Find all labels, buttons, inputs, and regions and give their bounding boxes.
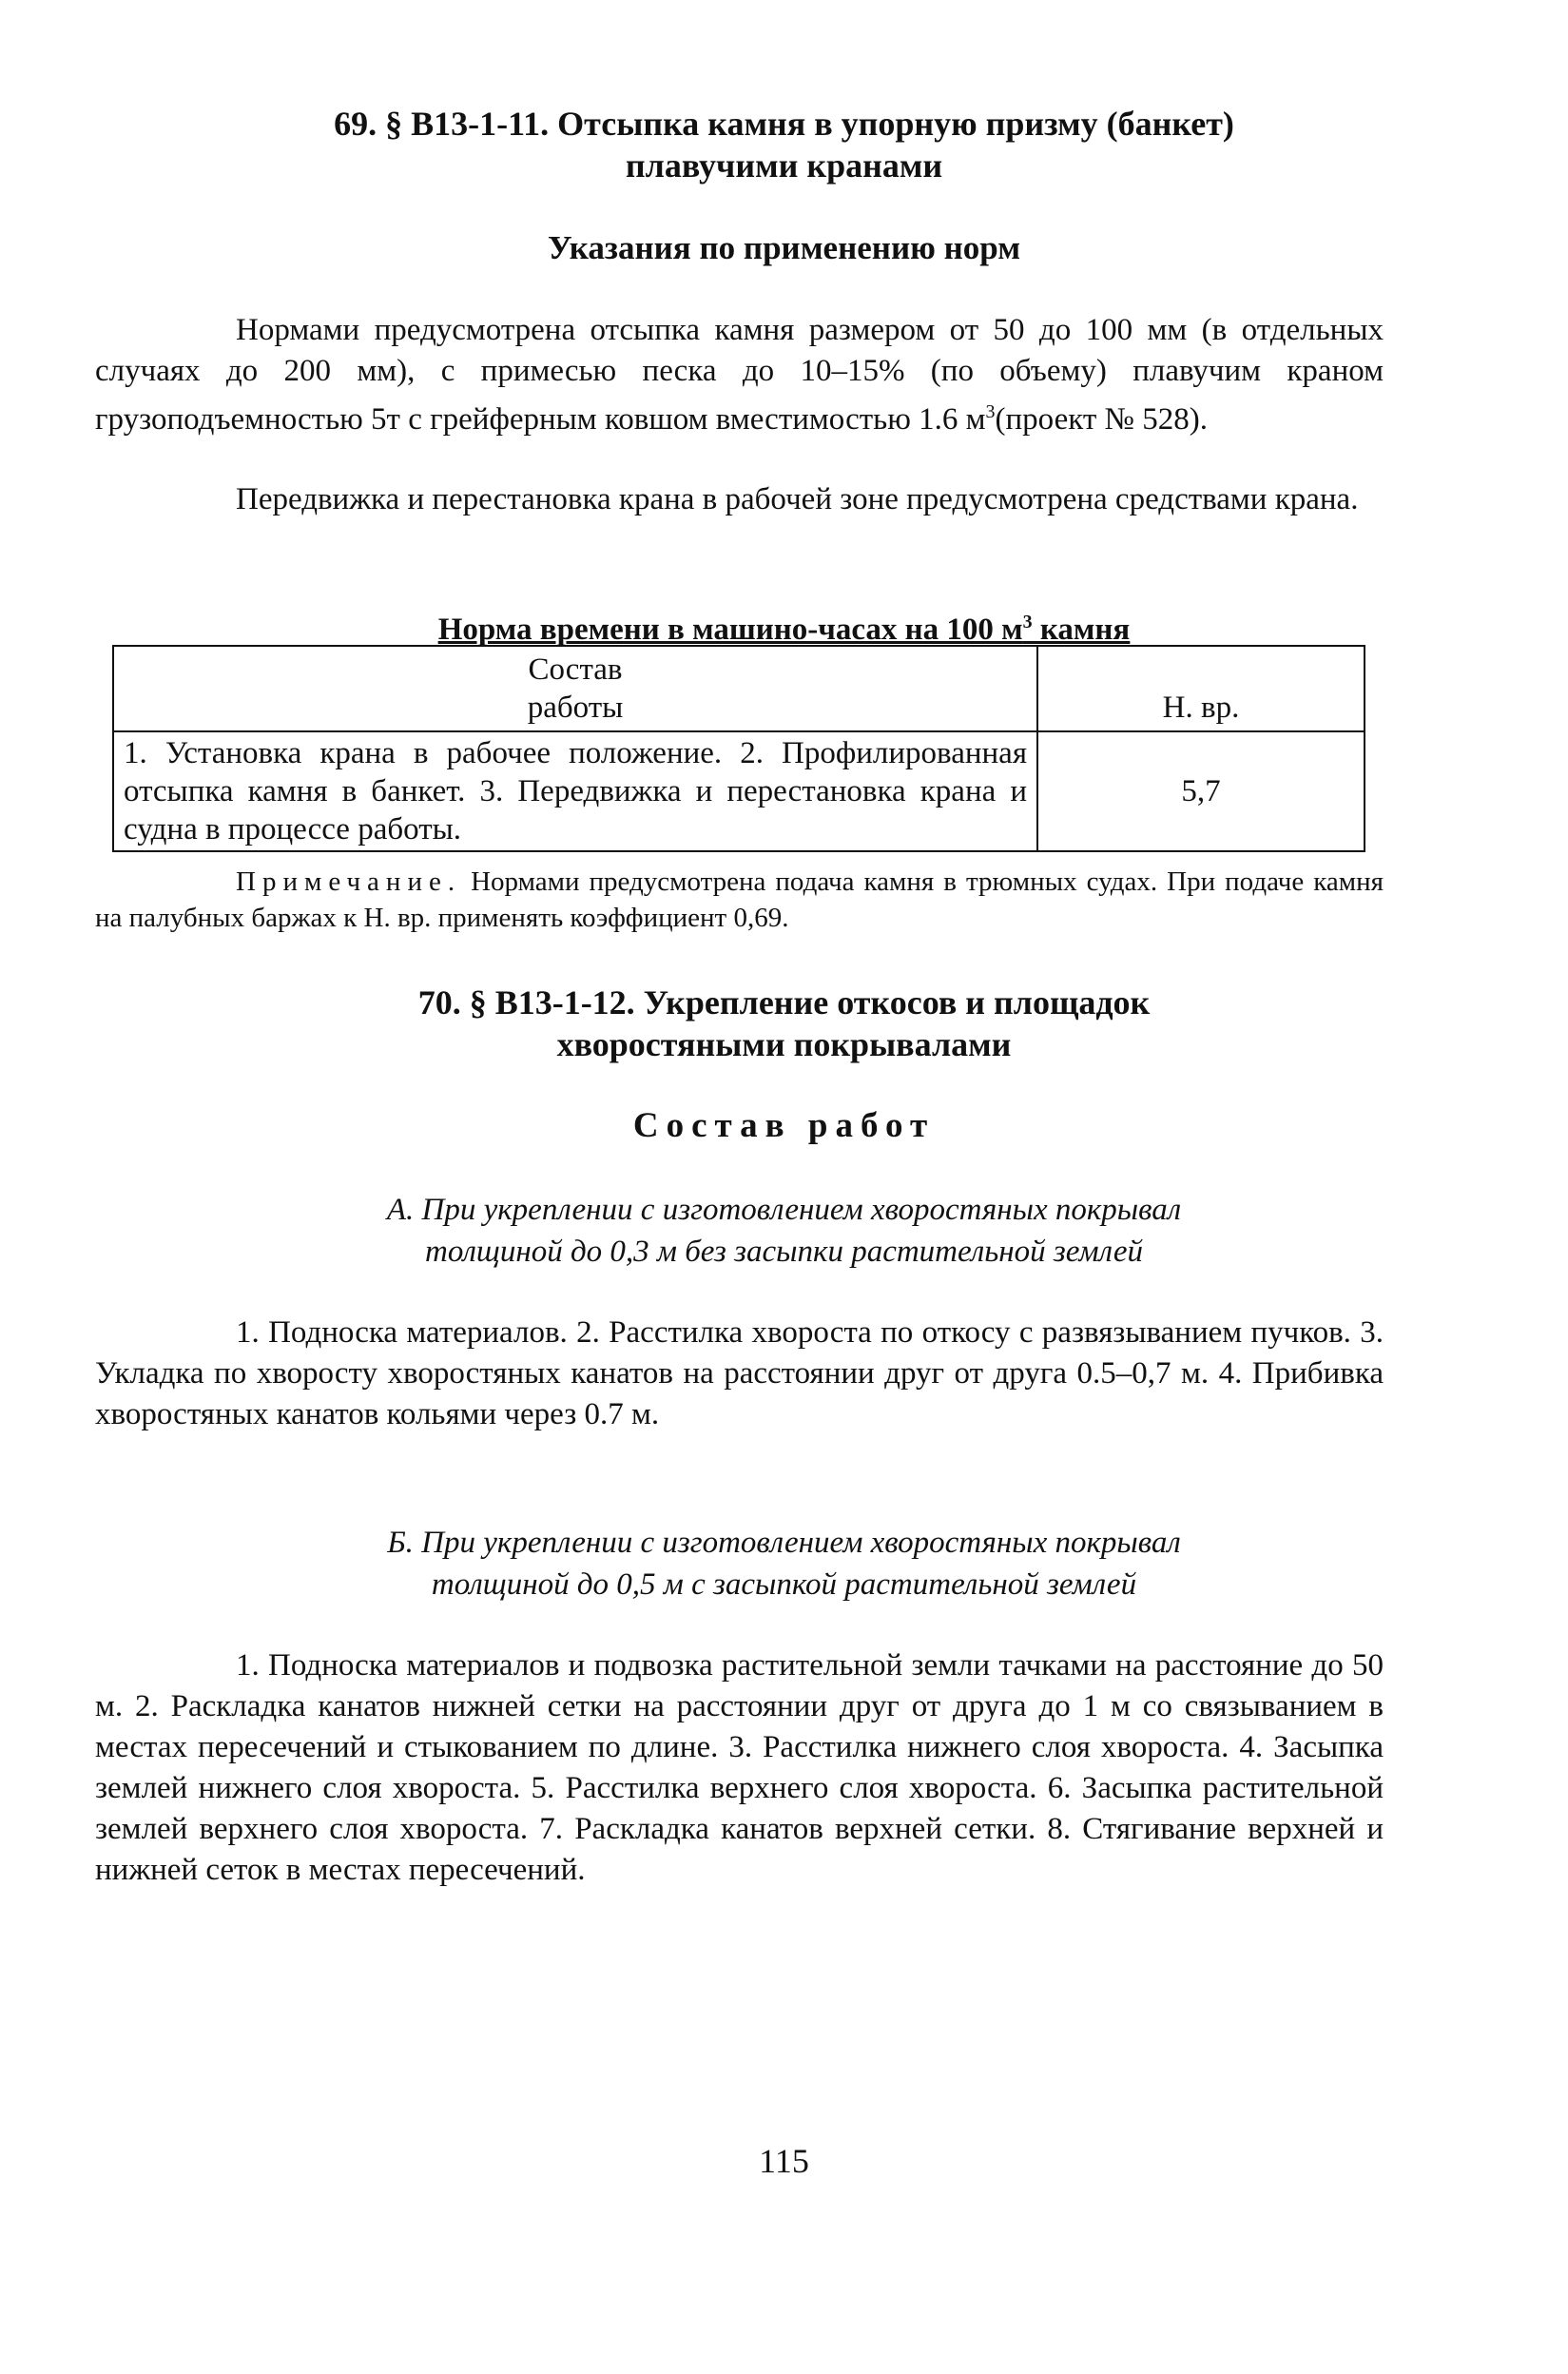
section-70-title-line1: 70. § В13-1-12. Укрепление откосов и площадок [417,983,1151,1022]
para1-superscript: 3 [985,401,996,422]
section-69-title-line1: 69. § В13-1-11. Отсыпка камня в упорную призму (банкет) [334,105,1234,143]
table-row [113,731,1365,851]
table-title [0,603,1568,649]
part-b-heading: Б. При укреплении с изготовлением хворостяных покрывал толщиной до 0,5 м с засыпкой растительной землей [387,1526,1181,1602]
header-work-composition: Состав работы [113,646,1037,731]
note-text: Нормами предусмотрена подача камня в трюмных судах. При подаче камня на палубных баржах к Н. вр. применять коэффициент 0,69. [95,866,1384,933]
section-69-paragraph-1 [95,310,1384,440]
para1-text: Нормами предусмотрена отсыпка камня размером от 50 до 100 мм (в отдельных случаях до 200 мм), с примесью песка до 10–15% (по объему) плавучим краном грузоподъемностью 5т с грейферным ковшом вместимостью 1.6 м [95,313,1384,437]
table-header-row [113,646,1365,731]
section-69-title-line2: плавучими кранами [625,146,943,185]
time-norm-table [112,645,1365,852]
section-70-title [0,982,1568,1065]
header-time-norm: Н. вр. [1037,646,1365,731]
table-title-superscript: 3 [1022,612,1033,632]
note-label: Примечание. [236,866,462,897]
instructions-heading: Указания по применению норм [547,229,1021,266]
section-70-title-line2: хворостяными покрывалами [556,1025,1012,1063]
composition-heading: Состав работ [632,1106,936,1145]
part-a-heading: А. При укреплении с изготовлением хворостяных покрывал толщиной до 0,3 м без засыпки растительной землей [386,1193,1182,1269]
table-note [95,864,1384,936]
section-69-title [0,103,1568,186]
section-69-paragraph-2: Передвижка и перестановка крана в рабочей зоне предусмотрена средствами крана. [236,482,1359,516]
para1-tail: (проект № 528). [995,402,1208,437]
part-a-text: 1. Подноска материалов. 2. Расстилка хвороста по откосу с развязыванием пучков. 3. Укладка по хворосту хворостяных канатов на расстоянии друг от друга 0.5–0,7 м. 4. Прибивка хворостяных канатов кольями через 0.7 м. [95,1315,1384,1431]
row-work-composition: 1. Установка крана в рабочее положение. 2. Профилированная отсыпка камня в банкет. 3. Передвижка и перестановка крана и судна в процессе работы. [113,731,1037,851]
table-title-text: Норма времени в машино-часах на 100 $м^3$ камня [437,612,1131,647]
page-number: 115 [759,2142,809,2180]
part-b-text: 1. Подноска материалов и подвозка растительной земли тачками на расстояние до 50 м. 2. Раскладка канатов нижней сетки на расстоянии друг от друга до 1 м со связыванием в местах пересечений и стыкованием по длине. 3. Расстилка нижнего слоя хвороста. 4. Засыпка землей нижнего слоя хвороста. 5. Расстилка верхнего слоя хвороста. 6. Засыпка растительной землей верхнего слоя хвороста. 7. Раскладка канатов верхней сетки. 8. Стягивание верхней и нижней сеток в местах пересечений. [95,1648,1384,1887]
row-time-norm: 5,7 [1037,731,1365,851]
